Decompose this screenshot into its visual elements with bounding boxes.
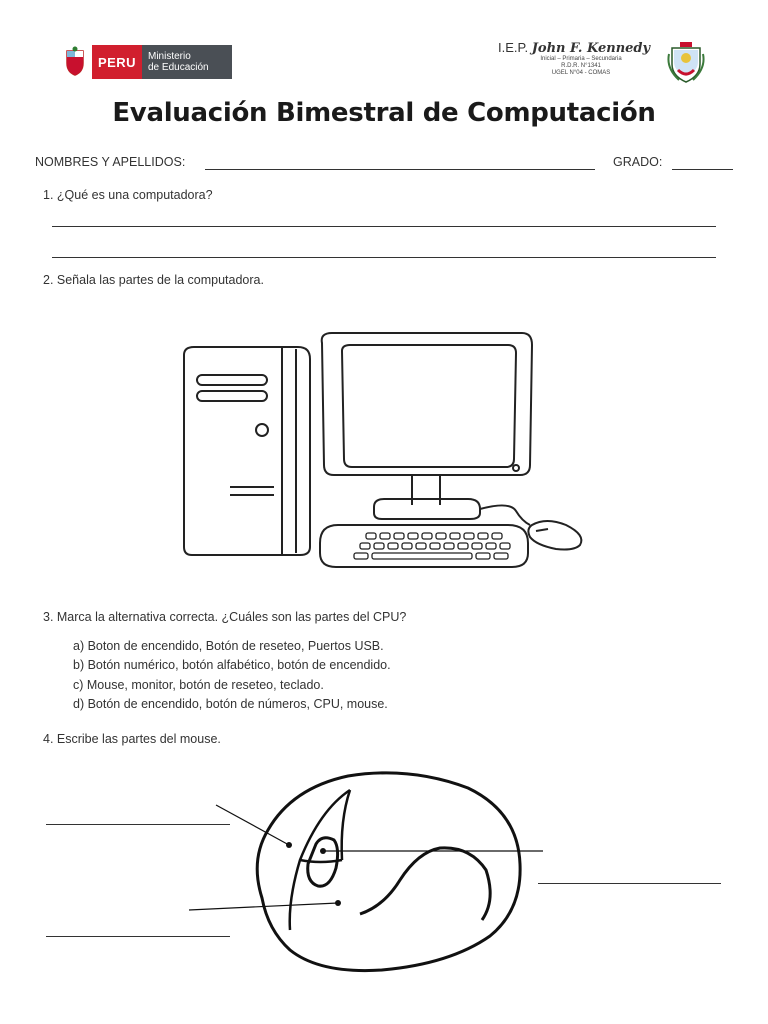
school-line2: R.D.R. N°1341 [561, 63, 601, 69]
option-b[interactable]: b) Botón numérico, botón alfabético, botón de encendido. [73, 658, 391, 672]
mouse-answer-line-2[interactable] [46, 936, 230, 937]
school-name [498, 40, 668, 56]
option-d[interactable]: d) Botón de encendido, botón de números, CPU, mouse. [73, 697, 388, 711]
school-prefix: I.E.P. [498, 40, 529, 55]
cpu-tower-icon [184, 347, 310, 555]
school-line1: Inicial – Primaria – Secundaria [540, 56, 622, 62]
school-name-text: John F. Kennedy [531, 41, 651, 56]
school-header [498, 40, 668, 85]
option-c[interactable]: c) Mouse, monitor, botón de reseteo, teclado. [73, 678, 324, 692]
grade-field[interactable] [672, 169, 733, 170]
peru-shield-icon [58, 45, 92, 79]
ministerio-line2: de Educación [148, 62, 209, 73]
ministerio-label [142, 45, 232, 79]
monitor-icon [322, 333, 532, 519]
school-subtitle [516, 56, 646, 77]
question-4: 4. Escribe las partes del mouse. [43, 732, 221, 746]
question-1: 1. ¿Qué es una computadora? [43, 188, 213, 202]
computer-illustration [170, 325, 590, 585]
name-field[interactable] [205, 169, 595, 170]
keyboard-icon [320, 525, 528, 567]
pointer-dot-3 [320, 848, 326, 854]
answer-line-1[interactable] [52, 226, 716, 227]
mouse-answer-line-1[interactable] [46, 824, 230, 825]
pointer-dot-2 [335, 900, 341, 906]
page-title: Evaluación Bimestral de Computación [112, 98, 656, 128]
school-crest-icon [666, 40, 706, 84]
grade-label: GRADO: [613, 155, 663, 169]
question-3: 3. Marca la alternativa correcta. ¿Cuáles son las partes del CPU? [43, 610, 407, 624]
name-label: NOMBRES Y APELLIDOS: [35, 155, 186, 169]
mouse-large-icon [257, 773, 520, 971]
answer-line-2[interactable] [52, 257, 716, 258]
school-line3: UGEL N°04 - COMAS [551, 70, 611, 76]
minedu-logo [58, 45, 232, 79]
pointer-dot-1 [286, 842, 292, 848]
peru-label: PERU [92, 45, 142, 79]
question-2: 2. Señala las partes de la computadora. [43, 273, 264, 287]
option-a[interactable]: a) Boton de encendido, Botón de reseteo, Puertos USB. [73, 639, 384, 653]
mouse-diagram [0, 760, 768, 980]
mouse-answer-line-3[interactable] [538, 883, 721, 884]
ministerio-line1: Ministerio [148, 51, 191, 62]
